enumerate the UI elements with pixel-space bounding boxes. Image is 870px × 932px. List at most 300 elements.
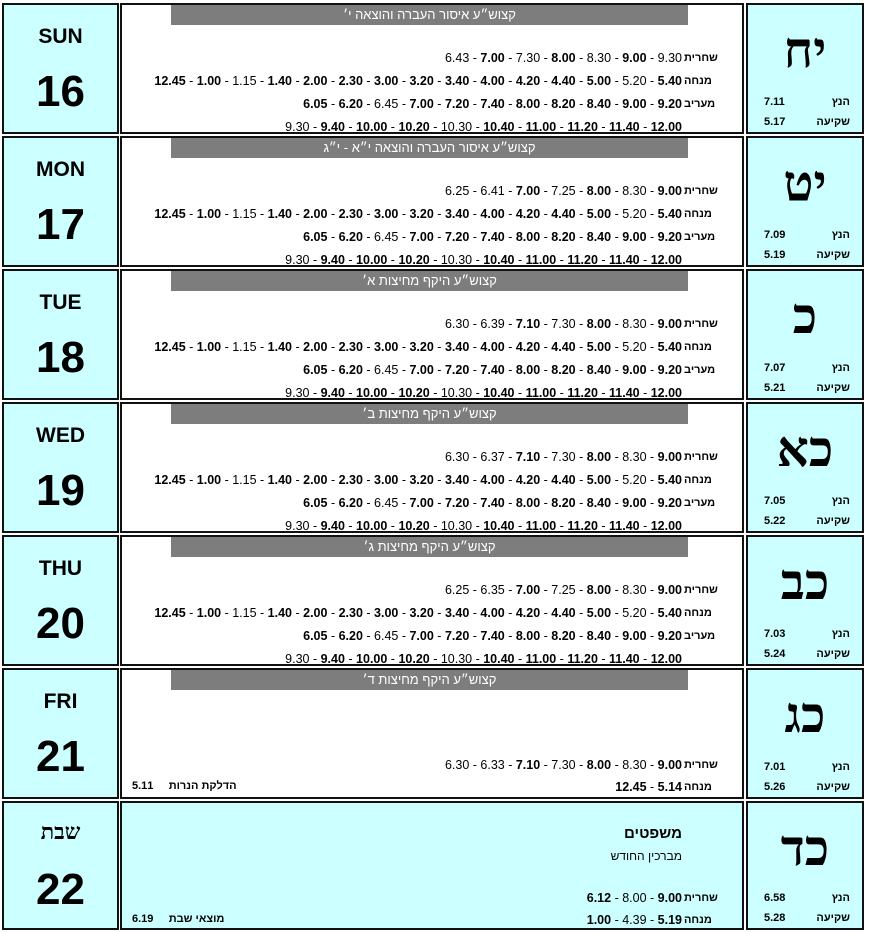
time-value: 6.45	[374, 230, 399, 244]
time-value: 8.20	[551, 97, 576, 111]
time-value: 9.00	[657, 184, 682, 198]
time-value: 8.00	[586, 758, 612, 772]
time-value: 8.30	[622, 184, 647, 198]
time-value: 6.30	[444, 450, 470, 464]
time-value: 5.20	[622, 340, 647, 354]
time-value: 2.30	[338, 74, 363, 88]
time-value: 8.20	[551, 629, 576, 643]
time-value: 9.00	[657, 583, 682, 597]
time-value: 2.30	[338, 606, 363, 620]
time-value: 12.45	[154, 473, 186, 487]
hebrew-date-cell-sun	[746, 3, 864, 134]
time-value: 2.30	[338, 340, 363, 354]
shacharit-times: 6.30 - 6.39 - 7.10 - 7.30 - 8.00 - 8.30 - 9.00	[444, 317, 682, 331]
study-topic-banner: קצוש״ע איסור העברה והוצאה י״א - י״ג	[171, 138, 688, 158]
parasha-title: משפטים	[624, 825, 682, 842]
time-value: 9.00	[657, 758, 682, 772]
time-value: 10.40	[483, 120, 515, 134]
time-value: 7.40	[480, 363, 505, 377]
schedule-cell-sun	[120, 3, 744, 134]
time-value: 3.20	[409, 74, 434, 88]
time-value: 1.40	[267, 606, 293, 620]
time-value: 9.00	[622, 97, 647, 111]
time-value: 9.40	[320, 652, 345, 666]
time-value: 2.00	[303, 340, 328, 354]
time-value: 11.20	[567, 386, 598, 400]
time-value: 6.45	[374, 629, 399, 643]
shacharit-times: 6.30 - 6.33 - 7.10 - 7.30 - 8.00 - 8.30 - 9.00	[444, 758, 682, 772]
time-value: 11.00	[525, 120, 557, 134]
shacharit-label: שחרית	[684, 892, 718, 904]
time-value: 3.40	[444, 74, 470, 88]
time-value: 7.40	[480, 629, 505, 643]
time-value: 7.20	[444, 629, 470, 643]
time-value: 1.15	[232, 74, 257, 88]
sunrise-label: הנץ	[831, 628, 850, 640]
time-value: 7.20	[444, 496, 470, 510]
time-value: 11.20	[567, 519, 598, 533]
time-value: 3.00	[374, 473, 399, 487]
hebrew-date: כ	[792, 286, 818, 345]
sunrise-time: 7.07	[764, 362, 786, 374]
maariv-label: מעריב	[684, 98, 716, 110]
sunset-label: שקיעה	[816, 515, 850, 527]
hebrew-date-cell-tue	[746, 269, 864, 400]
maariv-late-times: 9.30 - 9.40 - 10.00 - 10.20 - 10.30 - 10.40 - 11.00 - 11.20 - 11.40 - 12.00	[285, 386, 682, 400]
maariv-label: מעריב	[684, 497, 716, 509]
time-value: 4.40	[551, 207, 576, 221]
time-value: 8.30	[622, 758, 647, 772]
time-value: 4.20	[515, 207, 541, 221]
time-value: 3.20	[409, 340, 434, 354]
schedule-cell-wed	[120, 402, 744, 533]
time-value: 1.00	[196, 340, 222, 354]
time-value: 9.40	[320, 120, 345, 134]
maariv-times: 6.05 - 6.20 - 6.45 - 7.00 - 7.20 - 7.40 - 8.00 - 8.20 - 8.40 - 9.00 - 9.20	[303, 230, 682, 244]
time-value: 5.20	[622, 74, 647, 88]
time-value: 11.20	[567, 652, 598, 666]
time-value: 9.00	[622, 496, 647, 510]
time-value: 3.40	[444, 207, 470, 221]
time-value: 10.20	[398, 253, 430, 267]
time-value: 10.00	[356, 652, 388, 666]
time-value: 11.20	[567, 120, 598, 134]
time-value: 6.05	[303, 230, 328, 244]
time-value: 6.45	[374, 363, 399, 377]
time-value: 1.00	[586, 913, 612, 927]
day-cell-thu	[2, 535, 119, 666]
time-value: 8.20	[551, 363, 576, 377]
time-value: 12.00	[650, 652, 682, 666]
sunrise-time: 7.05	[764, 495, 786, 507]
time-value: 8.00	[515, 363, 541, 377]
candle-lighting-label: הדלקת הנרות	[168, 780, 237, 792]
mincha-label: מנחה	[684, 781, 712, 793]
time-value: 8.40	[586, 230, 612, 244]
time-value: 6.35	[480, 583, 505, 597]
mincha-times: 12.45 - 1.00 - 1.15 - 1.40 - 2.00 - 2.30 - 3.00 - 3.20 - 3.40 - 4.00 - 4.20 - 4.40 - 5.00 - 5.20 - 5.40	[154, 473, 682, 487]
time-value: 5.20	[622, 606, 647, 620]
time-value: 2.30	[338, 473, 363, 487]
mincha-label: מנחה	[684, 208, 712, 220]
time-value: 10.30	[440, 652, 473, 666]
sunrise-label: הנץ	[831, 362, 850, 374]
time-value: 5.20	[622, 473, 647, 487]
time-value: 5.00	[586, 473, 612, 487]
hebrew-date: כא	[776, 419, 834, 478]
time-value: 5.00	[586, 207, 612, 221]
day-cell-fri	[2, 668, 119, 799]
time-value: 7.00	[480, 51, 505, 65]
maariv-label: מעריב	[684, 630, 716, 642]
sunrise-time: 7.01	[764, 761, 786, 773]
time-value: 1.00	[196, 606, 222, 620]
time-value: 7.00	[409, 230, 434, 244]
time-value: 3.40	[444, 473, 470, 487]
time-value: 4.40	[551, 606, 576, 620]
study-topic-banner: קצוש״ע היקף מחיצות ב׳	[171, 404, 688, 424]
time-value: 12.45	[154, 74, 186, 88]
time-value: 10.40	[483, 652, 515, 666]
time-value: 8.00	[586, 317, 612, 331]
time-value: 10.30	[440, 386, 473, 400]
sunrise-label: הנץ	[831, 229, 850, 241]
time-value: 7.30	[551, 450, 576, 464]
shacharit-times: 6.30 - 6.37 - 7.10 - 7.30 - 8.00 - 8.30 - 9.00	[444, 450, 682, 464]
time-value: 9.30	[285, 120, 310, 134]
day-name: שבת	[40, 819, 81, 845]
shacharit-times: 6.25 - 6.41 - 7.00 - 7.25 - 8.00 - 8.30 - 9.00	[444, 184, 682, 198]
maariv-label: מעריב	[684, 231, 716, 243]
time-value: 11.40	[609, 519, 640, 533]
day-name: WED	[36, 424, 85, 447]
maariv-late-times: 9.30 - 9.40 - 10.00 - 10.20 - 10.30 - 10.40 - 11.00 - 11.20 - 11.40 - 12.00	[285, 120, 682, 134]
time-value: 8.00	[551, 51, 576, 65]
time-value: 1.40	[267, 207, 293, 221]
time-value: 4.20	[515, 473, 541, 487]
time-value: 12.45	[154, 606, 186, 620]
time-value: 8.40	[586, 97, 612, 111]
time-value: 5.00	[586, 606, 612, 620]
time-value: 4.39	[622, 913, 647, 927]
time-value: 11.00	[525, 386, 557, 400]
time-value: 12.45	[154, 207, 186, 221]
candle-lighting-time: 5.11	[132, 780, 154, 792]
time-value: 12.00	[650, 120, 682, 134]
time-value: 6.39	[480, 317, 505, 331]
maariv-times: 6.05 - 6.20 - 6.45 - 7.00 - 7.20 - 7.40 - 8.00 - 8.20 - 8.40 - 9.00 - 9.20	[303, 363, 682, 377]
time-value: 7.00	[515, 583, 541, 597]
time-value: 6.41	[480, 184, 505, 198]
time-value: 7.20	[444, 363, 470, 377]
schedule-cell-tue	[120, 269, 744, 400]
time-value: 11.40	[609, 652, 640, 666]
maariv-late-times: 9.30 - 9.40 - 10.00 - 10.20 - 10.30 - 10.40 - 11.00 - 11.20 - 11.40 - 12.00	[285, 652, 682, 666]
candle-lighting	[132, 780, 237, 792]
sunrise-time: 6.58	[764, 892, 786, 904]
sunrise-label: הנץ	[831, 761, 850, 773]
time-value: 4.00	[480, 473, 505, 487]
time-value: 10.00	[356, 519, 388, 533]
shacharit-label: שחרית	[684, 318, 718, 330]
time-value: 3.00	[374, 207, 399, 221]
time-value: 5.14	[657, 780, 682, 794]
sunrise-label: הנץ	[831, 96, 850, 108]
time-value: 11.00	[525, 253, 557, 267]
shacharit-label: שחרית	[684, 584, 718, 596]
time-value: 8.30	[622, 317, 647, 331]
day-number: 16	[36, 67, 85, 116]
hebrew-date-cell-fri	[746, 668, 864, 799]
time-value: 9.40	[320, 386, 345, 400]
mincha-times: 12.45 - 1.00 - 1.15 - 1.40 - 2.00 - 2.30 - 3.00 - 3.20 - 3.40 - 4.00 - 4.20 - 4.40 - 5.00 - 5.20 - 5.40	[154, 207, 682, 221]
sunset-label: שקיעה	[816, 648, 850, 660]
hebrew-date: כב	[780, 552, 830, 611]
time-value: 1.40	[267, 340, 293, 354]
time-value: 8.00	[515, 230, 541, 244]
time-value: 10.40	[483, 519, 515, 533]
time-value: 3.20	[409, 473, 434, 487]
time-value: 8.00	[515, 496, 541, 510]
hebrew-date: כג	[784, 685, 826, 744]
time-value: 7.10	[515, 450, 541, 464]
shacharit-label: שחרית	[684, 759, 718, 771]
time-value: 12.00	[650, 519, 682, 533]
time-value: 6.30	[444, 758, 470, 772]
study-topic-banner: קצוש״ע איסור העברה והוצאה י׳	[171, 5, 688, 25]
day-number: 22	[36, 865, 85, 914]
time-value: 10.20	[398, 652, 430, 666]
sunset-time: 5.24	[764, 648, 786, 660]
time-value: 5.40	[657, 606, 682, 620]
time-value: 7.00	[409, 363, 434, 377]
time-value: 4.00	[480, 74, 505, 88]
mincha-label: מנחה	[684, 341, 712, 353]
time-value: 9.40	[320, 253, 345, 267]
day-cell-shabbat	[2, 801, 119, 930]
schedule-cell-shabbat	[120, 801, 744, 930]
time-value: 5.40	[657, 74, 682, 88]
time-value: 7.25	[551, 184, 576, 198]
time-value: 7.00	[409, 496, 434, 510]
day-name: FRI	[43, 690, 78, 713]
motzei-shabbat	[132, 913, 224, 925]
day-name: MON	[36, 158, 85, 181]
time-value: 11.40	[609, 386, 640, 400]
shacharit-times: 6.43 - 7.00 - 7.30 - 8.00 - 8.30 - 9.00 - 9.30	[444, 51, 682, 65]
time-value: 9.30	[285, 386, 310, 400]
time-value: 9.30	[285, 652, 310, 666]
time-value: 4.20	[515, 606, 541, 620]
shacharit-label: שחרית	[684, 185, 718, 197]
day-number: 17	[36, 200, 85, 249]
sunset-time: 5.28	[764, 912, 786, 924]
time-value: 6.05	[303, 496, 328, 510]
time-value: 2.00	[303, 74, 328, 88]
time-value: 8.00	[586, 583, 612, 597]
time-value: 3.40	[444, 606, 470, 620]
time-value: 10.20	[398, 519, 430, 533]
time-value: 8.30	[586, 51, 612, 65]
time-value: 7.00	[515, 184, 541, 198]
time-value: 8.40	[586, 496, 612, 510]
time-value: 7.10	[515, 317, 541, 331]
day-number: 20	[36, 599, 85, 648]
time-value: 8.00	[515, 97, 541, 111]
time-value: 4.40	[551, 340, 576, 354]
sunrise-time: 7.11	[764, 96, 785, 108]
time-value: 5.40	[657, 207, 682, 221]
time-value: 6.37	[480, 450, 505, 464]
time-value: 9.00	[622, 230, 647, 244]
shacharit-times: 6.25 - 6.35 - 7.00 - 7.25 - 8.00 - 8.30 - 9.00	[444, 583, 682, 597]
day-cell-sun	[2, 3, 119, 134]
time-value: 12.45	[154, 340, 186, 354]
time-value: 5.40	[657, 340, 682, 354]
time-value: 7.20	[444, 230, 470, 244]
maariv-times: 6.05 - 6.20 - 6.45 - 7.00 - 7.20 - 7.40 - 8.00 - 8.20 - 8.40 - 9.00 - 9.20	[303, 629, 682, 643]
sunset-label: שקיעה	[816, 781, 850, 793]
time-value: 6.20	[338, 97, 363, 111]
maariv-late-times: 9.30 - 9.40 - 10.00 - 10.20 - 10.30 - 10.40 - 11.00 - 11.20 - 11.40 - 12.00	[285, 253, 682, 267]
time-value: 4.00	[480, 207, 505, 221]
time-value: 4.40	[551, 473, 576, 487]
time-value: 9.00	[622, 363, 647, 377]
mincha-times: 12.45 - 5.14	[615, 780, 682, 794]
time-value: 7.40	[480, 230, 505, 244]
maariv-label: מעריב	[684, 364, 716, 376]
time-value: 9.00	[657, 450, 682, 464]
time-value: 3.00	[374, 74, 399, 88]
time-value: 4.00	[480, 606, 505, 620]
time-value: 1.00	[196, 74, 222, 88]
time-value: 3.40	[444, 340, 470, 354]
time-value: 9.20	[657, 629, 682, 643]
time-value: 11.00	[525, 652, 557, 666]
time-value: 11.40	[609, 253, 640, 267]
sunset-time: 5.21	[764, 382, 786, 394]
time-value: 12.45	[615, 780, 647, 794]
time-value: 10.40	[483, 386, 515, 400]
time-value: 8.00	[622, 891, 647, 905]
sunrise-label: הנץ	[831, 892, 850, 904]
study-topic-banner: קצוש״ע היקף מחיצות ד׳	[171, 670, 688, 690]
time-value: 8.40	[586, 363, 612, 377]
time-value: 5.00	[586, 74, 612, 88]
day-number: 18	[36, 333, 85, 382]
time-value: 7.00	[409, 629, 434, 643]
time-value: 3.20	[409, 207, 434, 221]
sunset-time: 5.22	[764, 515, 786, 527]
time-value: 8.20	[551, 230, 576, 244]
shacharit-label: שחרית	[684, 451, 718, 463]
parasha-subtitle: מברכין החודש	[610, 849, 682, 863]
time-value: 6.05	[303, 363, 328, 377]
day-number: 21	[36, 732, 85, 781]
maariv-times: 6.05 - 6.20 - 6.45 - 7.00 - 7.20 - 7.40 - 8.00 - 8.20 - 8.40 - 9.00 - 9.20	[303, 97, 682, 111]
day-cell-tue	[2, 269, 119, 400]
time-value: 9.00	[622, 629, 647, 643]
hebrew-date-cell-shabbat	[746, 801, 864, 930]
sunset-time: 5.17	[764, 116, 786, 128]
time-value: 11.20	[567, 253, 598, 267]
time-value: 4.00	[480, 340, 505, 354]
time-value: 10.00	[356, 386, 388, 400]
time-value: 2.00	[303, 207, 328, 221]
time-value: 7.30	[515, 51, 541, 65]
maariv-late-times: 9.30 - 9.40 - 10.00 - 10.20 - 10.30 - 10.40 - 11.00 - 11.20 - 11.40 - 12.00	[285, 519, 682, 533]
time-value: 9.30	[657, 51, 682, 65]
time-value: 8.30	[622, 583, 647, 597]
time-value: 1.40	[267, 473, 293, 487]
time-value: 4.20	[515, 74, 541, 88]
time-value: 2.30	[338, 207, 363, 221]
sunset-label: שקיעה	[816, 116, 850, 128]
day-number: 19	[36, 466, 85, 515]
time-value: 4.40	[551, 74, 576, 88]
mincha-label: מנחה	[684, 474, 712, 486]
time-value: 10.00	[356, 253, 388, 267]
time-value: 3.20	[409, 606, 434, 620]
schedule-cell-fri	[120, 668, 744, 799]
time-value: 7.30	[551, 317, 576, 331]
hebrew-date: יט	[783, 153, 827, 212]
hebrew-date: כד	[780, 818, 830, 877]
motzei-shabbat-label: מוצאי שבת	[168, 913, 225, 925]
time-value: 10.30	[440, 120, 473, 134]
time-value: 11.00	[525, 519, 557, 533]
time-value: 9.30	[285, 253, 310, 267]
hebrew-date-cell-wed	[746, 402, 864, 533]
schedule-cell-mon	[120, 136, 744, 267]
time-value: 7.25	[551, 583, 576, 597]
day-cell-mon	[2, 136, 119, 267]
mincha-label: מנחה	[684, 75, 712, 87]
time-value: 10.40	[483, 253, 515, 267]
time-value: 10.20	[398, 120, 430, 134]
time-value: 12.00	[650, 253, 682, 267]
time-value: 3.00	[374, 340, 399, 354]
motzei-shabbat-time: 6.19	[132, 913, 154, 925]
time-value: 1.40	[267, 74, 293, 88]
hebrew-date-cell-mon	[746, 136, 864, 267]
time-value: 5.20	[622, 207, 647, 221]
time-value: 4.20	[515, 340, 541, 354]
time-value: 2.00	[303, 473, 328, 487]
time-value: 6.20	[338, 363, 363, 377]
time-value: 7.40	[480, 496, 505, 510]
sunset-label: שקיעה	[816, 382, 850, 394]
time-value: 6.05	[303, 629, 328, 643]
time-value: 9.00	[657, 891, 682, 905]
time-value: 6.20	[338, 496, 363, 510]
time-value: 1.00	[196, 207, 222, 221]
time-value: 1.00	[196, 473, 222, 487]
time-value: 8.20	[551, 496, 576, 510]
mincha-times: 12.45 - 1.00 - 1.15 - 1.40 - 2.00 - 2.30 - 3.00 - 3.20 - 3.40 - 4.00 - 4.20 - 4.40 - 5.00 - 5.20 - 5.40	[154, 340, 682, 354]
time-value: 11.40	[609, 120, 640, 134]
time-value: 5.19	[657, 913, 682, 927]
time-value: 7.10	[515, 758, 541, 772]
day-name: THU	[38, 557, 83, 580]
time-value: 5.40	[657, 473, 682, 487]
time-value: 6.20	[338, 629, 363, 643]
time-value: 10.30	[440, 253, 473, 267]
mincha-label: מנחה	[684, 914, 712, 926]
time-value: 9.00	[657, 317, 682, 331]
time-value: 5.00	[586, 340, 612, 354]
time-value: 6.30	[444, 317, 470, 331]
